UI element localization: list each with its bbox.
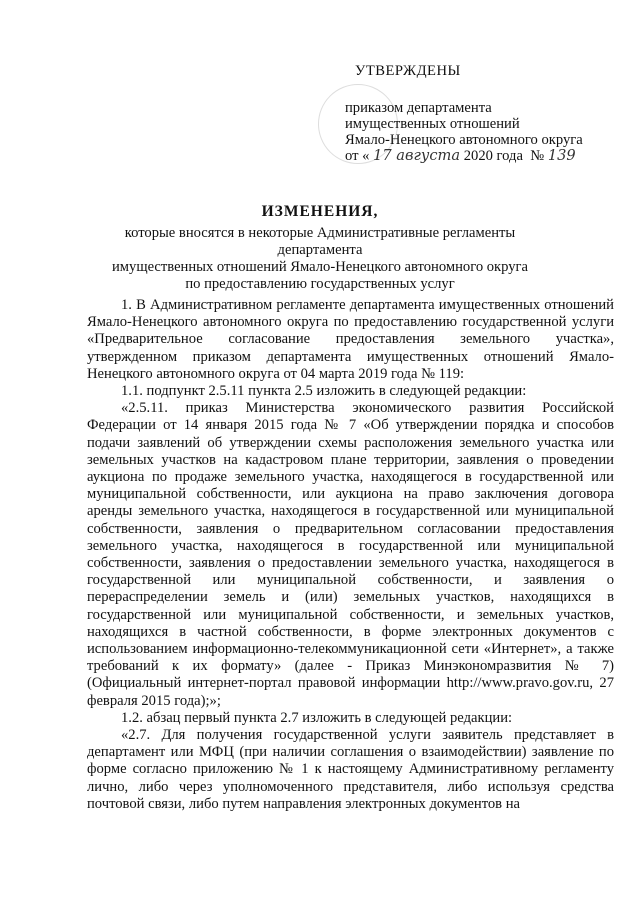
approval-line-2: имущественных отношений (345, 116, 520, 132)
approval-title: УТВЕРЖДЕНЫ (355, 63, 461, 79)
date-suffix: 2020 года (463, 148, 523, 164)
handwritten-date: 17 августа (373, 147, 461, 164)
subtitle-line-2: имущественных отношений Ямало-Ненецкого автономного округа (111, 259, 529, 275)
date-prefix: от « (345, 148, 370, 164)
paragraph-2-5-11: «2.5.11. приказ Министерства экономического развития Российской Федерации от 14 января 2015 года № 7 «Об утверждении порядка и способов подачи заявлений об утверждении схемы расположения земельного участка или земельных участков на кадастровом плане территории, заявления о проведении аукциона по продаже земельного участка, находящегося в государственной или муниципальной собственности, или аукциона на право заключения договора аренды земельного участка, находящегося в государственной или муниципальной собственности, заявления о предварительном согласовании предоставления земельного участка, находящегося в государственной или муниципальной собственности, заявления о предоставлении земельного участка, находящегося в государственной или муниципальной собственности, и заявления о перераспределении земель и (или) земельных участков, находящихся в государственной или муниципальной собственности, и земельных участков, находящихся в частной собственности, в форме электронных документов с использованием информационно-телекоммуникационной сети «Интернет», а также требований к их формату» (далее - Приказ Минэкономразвития № 7) (Официальный интернет-портал правовой информации http://www.pravo.gov.ru, 27 февраля 2015 года);»; (87, 400, 614, 709)
approval-line-1: приказом департамента (345, 100, 492, 116)
document-heading (90, 0, 550, 293)
subtitle-line-1: которые вносятся в некоторые Административные регламенты департамента (124, 225, 516, 258)
handwritten-number: 139 (547, 147, 576, 164)
heading-subtitle (90, 225, 550, 293)
paragraph-1-2: 1.2. абзац первый пункта 2.7 изложить в следующей редакции: (121, 709, 513, 726)
number-prefix: № (530, 148, 545, 164)
paragraph-2-7: «2.7. Для получения государственной услуги заявитель представляет в департамент или МФЦ (при наличии соглашения о взаимодействии) заявление по форме согласно приложению № 1 к настоящему Административному регламенту лично, либо через уполномоченного представителя, либо используя средства почтовой связи, либо путем направления электронных документов на (87, 727, 614, 812)
document-body (87, 297, 614, 813)
subtitle-line-3: по предоставлению государственных услуг (185, 276, 455, 292)
paragraph-1-1: 1.1. подпункт 2.5.11 пункта 2.5 изложить в следующей редакции: (121, 383, 527, 400)
paragraph-1: 1. В Административном регламенте департамента имущественных отношений Ямало-Ненецкого автономного округа по предоставлению государственной услуги «Предварительное согласование предоставления земельного участка», утвержденном приказом департамента имущественных отношений Ямало-Ненецкого автономного округа от 04 марта 2019 года № 119: (87, 297, 614, 382)
approval-line-3: Ямало-Ненецкого автономного округа (345, 132, 583, 148)
heading-title: ИЗМЕНЕНИЯ, (261, 203, 379, 220)
